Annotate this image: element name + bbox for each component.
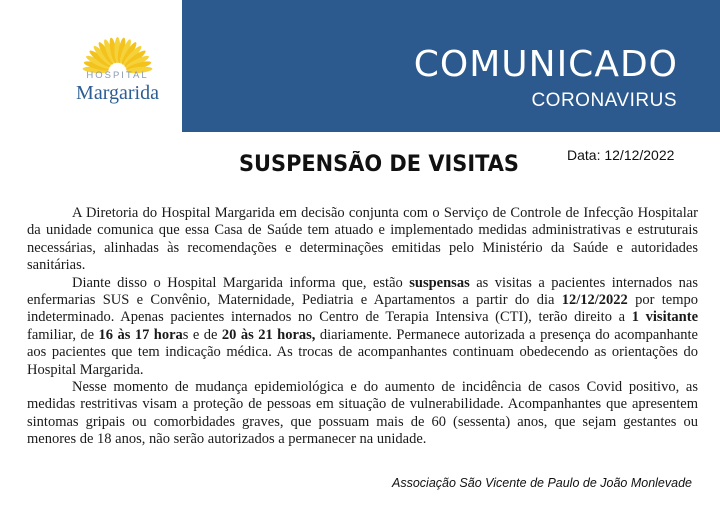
paragraph-2-bold: 16 às 17 hora <box>98 326 183 343</box>
paragraph-2-text: as visitas a pacientes internados nas enfermarias SUS e Convênio, Maternidade, Pediatria e Apartamentos a partir do dia <box>27 274 698 309</box>
paragraph-1: A Diretoria do Hospital Margarida em decisão conjunta com o Serviço de Controle de Infecção Hospitalar da unidade comunica que essa Casa de Saúde tem atuado e implementado medidas administrativas e estruturais necessárias, alinhadas às recomendações e determinações emitidas pelo Ministério da Saúde e autoridades sanitárias. <box>27 205 698 274</box>
paragraph-2-text: Diante disso o Hospital Margarida informa que, estão <box>72 274 410 291</box>
paragraph-2-text: familiar, de <box>27 326 99 343</box>
document-title: SUSPENSÃO DE VISITAS <box>239 152 519 177</box>
document-body <box>27 205 698 449</box>
header <box>0 0 720 132</box>
paragraph-2-text: s e de <box>182 326 222 343</box>
document-date: Data: 12/12/2022 <box>567 147 675 163</box>
sunflower-logo-icon <box>70 30 165 74</box>
banner-subtitle: CORONAVIRUS <box>531 90 677 111</box>
paragraph-2-bold: 12/12/2022 <box>561 292 628 309</box>
paragraph-2 <box>27 275 698 379</box>
paragraph-2-bold: 1 visitante <box>631 309 699 326</box>
header-banner <box>182 0 720 132</box>
logo-hospital-text: HOSPITAL <box>86 70 149 81</box>
banner-title: COMUNICADO <box>413 44 678 85</box>
hospital-logo <box>55 30 180 120</box>
paragraph-2-text: por tempo indeterminado. Apenas pacientes internados no Centro de Terapia Intensiva (CTI), terão direito a <box>27 292 699 326</box>
paragraph-3: Nesse momento de mudança epidemiológica e do aumento de incidência de casos Covid positivo, as medidas restritivas visam a proteção de pessoas em situação de vulnerabilidade. Acompanhantes que apresentem sintomas gripais ou comorbidades graves, que possuam mais de 60 (sessenta) anos, que sejam gestantes ou menores de 18 anos, não serão autorizados a permanecer na unidade. <box>27 379 698 448</box>
logo-name-text: Margarida <box>76 82 159 104</box>
paragraph-2-bold: 20 às 21 horas, <box>221 326 316 343</box>
signature: Associação São Vicente de Paulo de João Monlevade <box>392 476 692 490</box>
paragraph-2-text: diariamente. Permanece autorizada a presença do acompanhante aos pacientes que tem indicação médica. As trocas de acompanhantes continuam obedecendo as orientações do Hospital Margarida. <box>27 326 698 378</box>
paragraph-2-bold: suspensas <box>409 274 470 291</box>
